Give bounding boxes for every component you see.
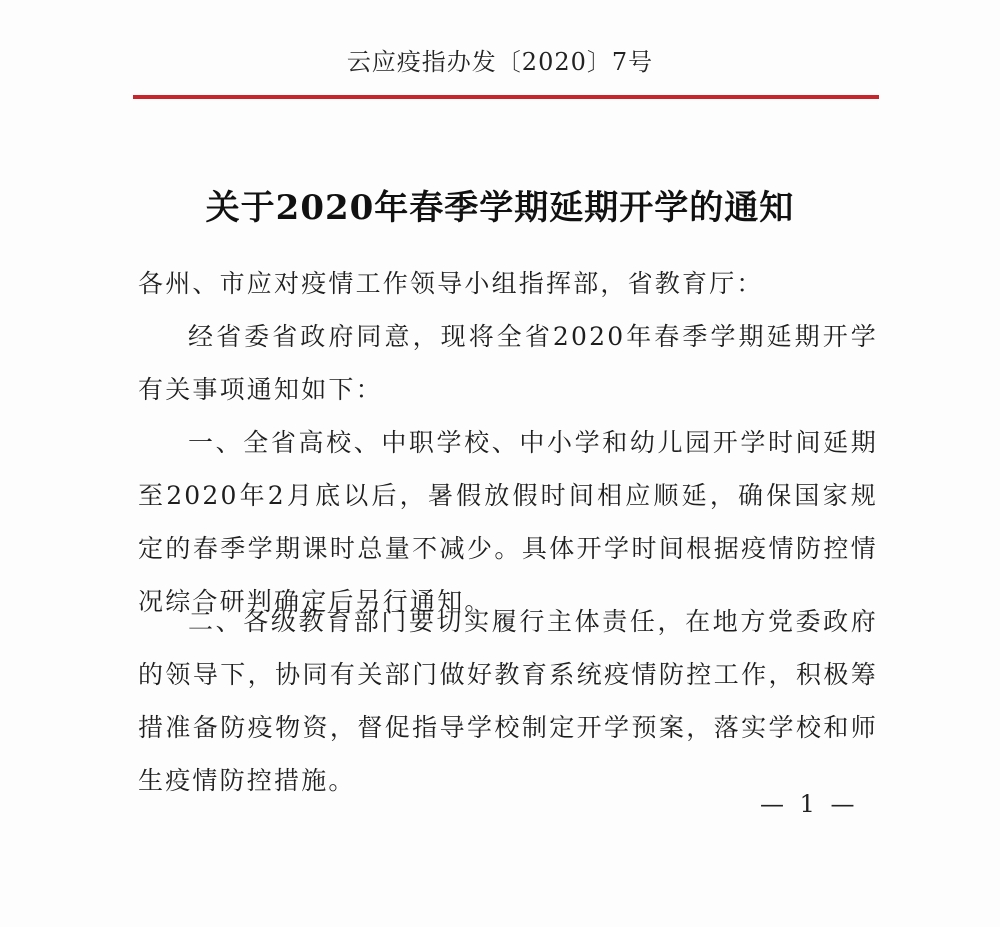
document-number: 云应疫指办发〔2020〕7号 (346, 48, 654, 76)
paragraph-item-2: 二、各级教育部门要切实履行主体责任，在地方党委政府的领导下，协同有关部门做好教育系统疫情防控工作，积极筹措准备防疫物资，督促指导学校制定开学预案，落实学校和师生疫情防控措施。 (138, 607, 878, 795)
red-separator-line (133, 95, 879, 99)
salutation: 各州、市应对疫情工作领导小组指挥部，省教育厅： (138, 269, 764, 298)
document-title: 关于2020年春季学期延期开学的通知 (205, 188, 795, 228)
page-number: — 1 — (760, 790, 859, 818)
paragraph-intro: 经省委省政府同意，现将全省2020年春季学期延期开学有关事项通知如下： (138, 322, 878, 404)
paragraph-item-1: 一、全省高校、中职学校、中小学和幼儿园开学时间延期至2020年2月底以后，暑假放假时间相应顺延，确保国家规定的春季学期课时总量不减少。具体开学时间根据疫情防控情况综合研判确定后另行通知。 (138, 428, 878, 616)
